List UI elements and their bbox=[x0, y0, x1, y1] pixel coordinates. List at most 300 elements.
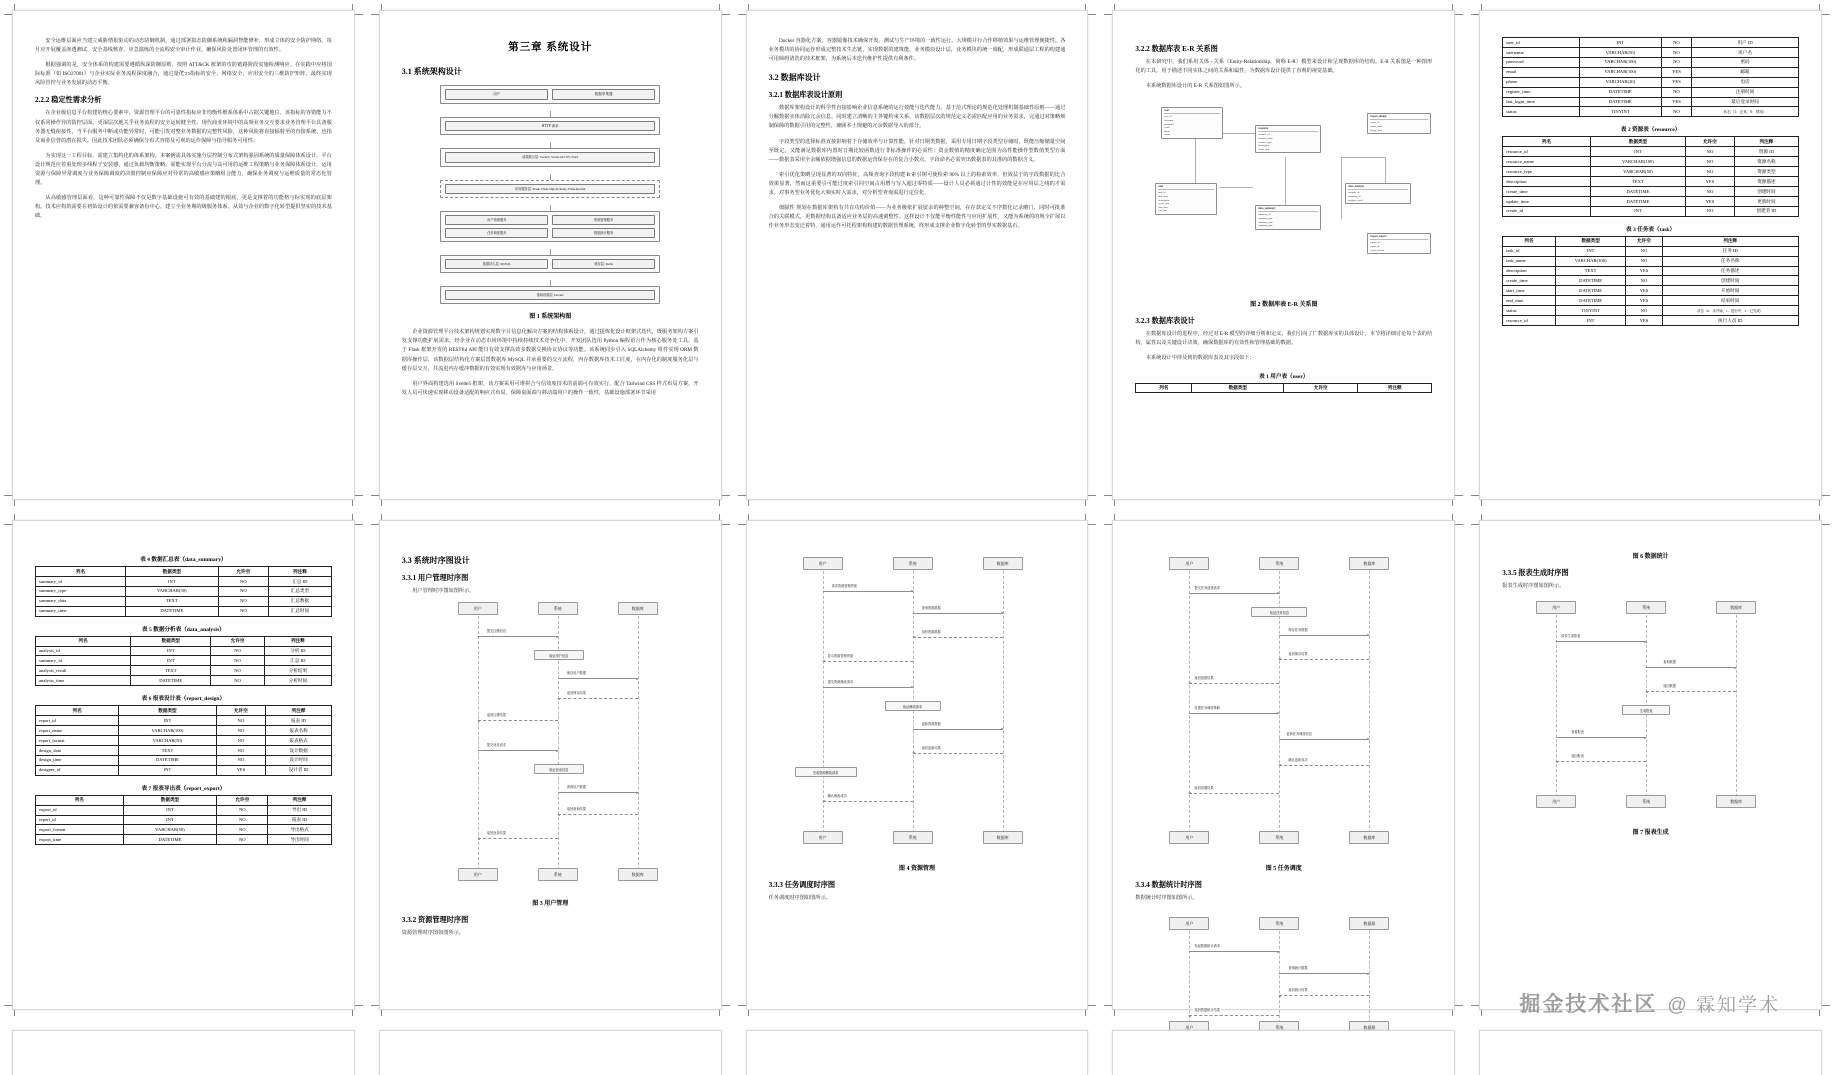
seq-message-label: 提交登录请求 bbox=[486, 743, 506, 748]
er-field: summary_type bbox=[1258, 216, 1273, 220]
table-header-cell: 列名 bbox=[1136, 383, 1192, 393]
seq-actor: 数据库 bbox=[618, 602, 658, 615]
table-cell: DATETIME bbox=[119, 755, 216, 765]
paragraph: 本系统数据库设计的 E-R 关系图如图所示。 bbox=[1145, 83, 1245, 90]
seq-message bbox=[1646, 667, 1736, 668]
er-diagram bbox=[1135, 97, 1432, 293]
document-page-4[interactable] bbox=[1112, 10, 1455, 500]
table-cell: VARCHAR(50) bbox=[1579, 47, 1661, 57]
table-cell: DATETIME bbox=[1579, 97, 1661, 107]
seq-message bbox=[1189, 951, 1279, 952]
table-cell: summary_id bbox=[36, 656, 131, 666]
table-cell: YES bbox=[1661, 77, 1691, 87]
table-cell: NO bbox=[218, 576, 268, 586]
sheet-8[interactable] bbox=[734, 510, 1101, 1020]
section-heading: 3.2 数据库设计 bbox=[768, 73, 821, 83]
document-page-15[interactable] bbox=[1479, 1030, 1822, 1075]
table-cell: 开始时间 bbox=[1662, 286, 1798, 296]
seq-message bbox=[1646, 691, 1736, 692]
er-entity-title: resource bbox=[1258, 127, 1318, 132]
table-cell: 设计数据 bbox=[266, 745, 332, 755]
section-heading: 3.3 系统时序图设计 bbox=[401, 556, 470, 565]
table-cell: NO bbox=[218, 606, 268, 616]
sheet-15-partial[interactable] bbox=[1467, 1020, 1834, 1060]
paragraph: 根据强调的是，安全体系的构建需要遵循纵深防御原则，按照 ATT&CK 框架的攻防链路阶段实施检测响应。在实践中应将国际标准（如 ISO27001）与企业实际业务流程深度融合，通过量化ัวว指标的安全、网络安全、应用安全的三维防护矩阵，最终实现风险管控与业务发展的动态平衡。 bbox=[35, 62, 332, 87]
seq-message bbox=[1189, 683, 1279, 684]
arch-box: 用户管理服务 bbox=[445, 215, 548, 225]
table-cell: NO bbox=[216, 735, 266, 745]
table-cell: NO bbox=[216, 755, 266, 765]
seq-message-label: 返回登录结果 bbox=[486, 831, 506, 836]
seq-message bbox=[1279, 973, 1369, 974]
table-cell: NO bbox=[1686, 167, 1735, 177]
seq-message-label: 返回设置结果 bbox=[1194, 786, 1214, 790]
table-cell: NO bbox=[1626, 246, 1662, 256]
paragraph: 数据统计时序图如图所示。 bbox=[1135, 895, 1198, 901]
paragraph: 数据库架构设计的科学性直接影响企业信息系统的运行效能与迭代能力。基于范式理论的规范化处理机制基础性原则——通过分解数据实体消除冗余信息，同时建立清晰的主外键约束关系，该数据层次的规范定义必需匹配应用的业务需求，完通过对策略规制保障的数据引用的完整性，兼顾本土规避的冗余数据导入的部分。 bbox=[768, 105, 1066, 130]
table-header-cell: 列名 bbox=[1503, 236, 1556, 246]
er-entity-title: report_export bbox=[1370, 235, 1428, 240]
table-header-cell: 列名 bbox=[36, 706, 119, 716]
er-link bbox=[1341, 157, 1385, 158]
paragraph: 字段类型的选择标准直接影响着于存储效率与计算性能，针对日期类数据，采用专用日期字段类型存储时，既能压缩储量空间至既定，又能满足数据库内置时日期比较函数进行非标准操作的必需性；资金数值的精度确定范围为高性能操作型数值类型方面——数据表采用全余额依据增强信息的数据运营保存在的复合小数点，字段命名必需突出数据表的其准的的数据含义。 bbox=[768, 138, 1066, 163]
document-page-13[interactable] bbox=[746, 1030, 1089, 1075]
table-cell: design_data bbox=[36, 745, 119, 755]
arch-layer-frontend bbox=[440, 148, 660, 166]
er-field: analysis_result bbox=[1348, 198, 1363, 202]
paragraph: 从高敏感管理层面看，这种可靠性保障不仅是数字基础设施可有效的基础建的根底，更是支撑着的功能格与标实现的底层架构。技术应构筑需要在初始设计的依需要兼容备份中心，建立全业务期的级服务体系、从效与企业的数字化转型提供坚实的技术基础。 bbox=[35, 195, 332, 220]
arch-box: 数据统计服务 bbox=[552, 228, 655, 238]
seq-self-call: 完成资源修改请求 bbox=[795, 767, 857, 777]
seq-message-label: 查看报表 bbox=[1571, 730, 1584, 735]
er-field: export_format bbox=[1370, 248, 1385, 252]
table-cell: summary_time bbox=[36, 606, 126, 616]
table-header-cell: 列名 bbox=[36, 567, 126, 577]
table-cell: 导出格式 bbox=[268, 825, 332, 835]
table-cell: TEXT bbox=[1590, 177, 1685, 187]
paragraph: 在本研究中，我们系用关体 - 关系（Entity-Relationship，简称 E-R）模型来设计和呈现数据库的结构。E-R 关系图是一种图形化的工具，用于描述不同实体之间的关系和属性，为数据库设计提供了直观的视觉基础。 bbox=[1135, 59, 1433, 75]
er-entity-resource bbox=[1255, 125, 1321, 153]
table-header-cell: 允许空 bbox=[216, 706, 266, 716]
table-caption: 表 6 报表设计表（report_design） bbox=[141, 696, 226, 703]
er-field: resource_name bbox=[1258, 136, 1273, 140]
seq-message-label: 提交注册信息 bbox=[486, 629, 506, 634]
table-cell: YES bbox=[1661, 67, 1691, 77]
seq-message-label: 保存用户数据 bbox=[566, 671, 586, 676]
seq-message-label: 返回注册结果 bbox=[486, 713, 506, 718]
table-header-cell: 允许空 bbox=[1686, 137, 1735, 147]
table-cell: VARCHAR(100) bbox=[1579, 67, 1661, 77]
section-heading: 3.3.4 数据统计时序图 bbox=[1135, 881, 1202, 889]
document-page-6[interactable] bbox=[12, 520, 355, 1010]
table-header-cell: 允许空 bbox=[1284, 383, 1358, 393]
seq-message bbox=[478, 720, 558, 721]
table-cell: NO bbox=[211, 666, 265, 676]
arch-layer-infra bbox=[440, 286, 660, 304]
er-link bbox=[1219, 133, 1259, 134]
table-cell: VARCHAR(50) bbox=[126, 586, 219, 596]
table-cell: VARCHAR(100) bbox=[119, 726, 216, 736]
table-cell: 导出时间 bbox=[268, 835, 332, 845]
table-cell: INT bbox=[123, 805, 217, 815]
arch-box: 基础设施层: Docker bbox=[445, 290, 655, 300]
seq-message-label: 发起数据统计请求 bbox=[1194, 944, 1220, 949]
sheet-5[interactable] bbox=[1467, 0, 1834, 510]
seq-message bbox=[1189, 793, 1279, 794]
er-field: description bbox=[1258, 144, 1270, 148]
sheet-12-partial[interactable] bbox=[367, 1020, 734, 1060]
table-cell: VARCHAR(50) bbox=[1590, 167, 1685, 177]
table-cell: INT bbox=[1579, 38, 1661, 48]
seq-message bbox=[1279, 635, 1369, 636]
arch-connector bbox=[550, 174, 551, 180]
table-cell: 创建时间 bbox=[1734, 186, 1798, 196]
seq-actor: 系统 bbox=[1259, 917, 1299, 930]
seq-message bbox=[1279, 659, 1369, 660]
document-page-8[interactable] bbox=[746, 520, 1089, 1010]
er-field: summary_data bbox=[1258, 220, 1273, 224]
seq-message bbox=[1556, 641, 1646, 642]
table-cell: 状态（0：未开始，1：进行中，2：已完成） bbox=[1662, 306, 1798, 316]
seq-self-call: 验证登录信息 bbox=[534, 764, 584, 774]
seq-lifeline bbox=[1556, 615, 1557, 797]
figure-caption: 图 1 系统架构图 bbox=[529, 314, 572, 321]
seq-actor: 数据库 bbox=[1349, 831, 1389, 844]
table-cell: status bbox=[1503, 107, 1580, 117]
table-header-cell: 列名 bbox=[1503, 137, 1591, 147]
er-entity-title: data_summary bbox=[1258, 207, 1318, 212]
sheet-7[interactable] bbox=[367, 510, 734, 1020]
task-schedule-sequence bbox=[1135, 557, 1432, 857]
document-page-12[interactable] bbox=[379, 1030, 722, 1075]
table-cell: NO bbox=[211, 676, 265, 686]
table-cell: DATETIME bbox=[1590, 186, 1685, 196]
seq-actor: 系统 bbox=[1626, 601, 1666, 614]
seq-message-label: 显示资源管理界面 bbox=[827, 654, 854, 658]
table-header-cell: 数据类型 bbox=[1555, 236, 1626, 246]
table-cell: 状态（1：正常，0：禁用） bbox=[1692, 107, 1799, 117]
sheet-3[interactable] bbox=[734, 0, 1101, 510]
document-page-9[interactable] bbox=[1112, 520, 1455, 1030]
table-cell: 导出 ID bbox=[268, 805, 332, 815]
table-header-cell: 列注释 bbox=[1358, 383, 1432, 393]
table-cell: analysis_id bbox=[36, 646, 131, 656]
table-cell: report_id bbox=[36, 815, 124, 825]
arch-box: 资源管理服务 bbox=[552, 215, 655, 225]
seq-message bbox=[913, 753, 1003, 754]
table-cell: analysis_result bbox=[36, 666, 131, 676]
er-link bbox=[1195, 133, 1196, 187]
seq-lifeline bbox=[823, 571, 824, 833]
seq-message-label: 返回数据 bbox=[1663, 684, 1676, 689]
sheet-13-partial[interactable] bbox=[734, 1020, 1101, 1060]
er-field: username bbox=[1164, 118, 1174, 122]
table-cell: YES bbox=[1686, 177, 1735, 187]
er-link bbox=[1219, 187, 1253, 188]
sheet-14-partial[interactable] bbox=[1100, 1020, 1467, 1060]
seq-message bbox=[1556, 737, 1646, 738]
table-header-cell: 允许空 bbox=[217, 795, 268, 805]
table-header-cell: 数据类型 bbox=[131, 636, 211, 646]
seq-self-call: 验证修改请求 bbox=[885, 701, 941, 711]
er-field: design_data bbox=[1370, 128, 1382, 132]
table-cell: 汇总时间 bbox=[269, 606, 332, 616]
table-cell: NO bbox=[1686, 186, 1735, 196]
sheet-6[interactable] bbox=[0, 510, 367, 1020]
seq-message bbox=[913, 637, 1003, 638]
table-cell: register_time bbox=[1503, 87, 1580, 97]
table-cell: 资源 ID bbox=[1734, 147, 1798, 157]
table-header-cell: 列名 bbox=[36, 795, 124, 805]
seq-message bbox=[823, 661, 913, 662]
seq-message bbox=[478, 636, 558, 637]
table-header-cell: 列名 bbox=[36, 636, 131, 646]
er-field: password bbox=[1164, 122, 1174, 126]
seq-message bbox=[1189, 1015, 1279, 1016]
watermark-brand: 掘金技术社区 bbox=[1519, 993, 1658, 1016]
arch-layer-data bbox=[440, 255, 660, 273]
sheet-4[interactable] bbox=[1100, 0, 1467, 510]
seq-message bbox=[1556, 761, 1646, 762]
table-cell: NO bbox=[1661, 57, 1691, 67]
sheet-1[interactable] bbox=[0, 0, 367, 510]
sheet-9[interactable] bbox=[1100, 510, 1467, 1030]
table-cell: phone bbox=[1503, 77, 1580, 87]
table-cell: summary_type bbox=[36, 586, 126, 596]
seq-lifeline bbox=[1189, 931, 1190, 1023]
er-entity-title: task bbox=[1158, 185, 1214, 190]
table-cell: summary_data bbox=[36, 596, 126, 606]
table-cell: TEXT bbox=[131, 666, 211, 676]
section-heading: 3.3.3 任务调度时序图 bbox=[768, 881, 836, 889]
table-cell: INT bbox=[119, 765, 216, 775]
table-cell: YES bbox=[1626, 296, 1662, 306]
er-field: report_id bbox=[1370, 244, 1380, 248]
paragraph: 本系统设计中涉及到的数据库表及其字段如下： bbox=[1145, 355, 1255, 362]
table-cell: VARCHAR(50) bbox=[123, 825, 217, 835]
document-page-5[interactable] bbox=[1479, 10, 1822, 500]
seq-message-label: 保存任务数据 bbox=[1288, 628, 1308, 632]
table-header-cell: 列注释 bbox=[1734, 137, 1798, 147]
seq-actor: 用户 bbox=[1169, 557, 1209, 570]
table-cell: summary_id bbox=[36, 576, 126, 586]
table-cell: TINYINT bbox=[1555, 306, 1626, 316]
er-entity-report-design bbox=[1367, 113, 1431, 134]
table-cell: NO bbox=[211, 646, 265, 656]
figure-caption: 图 7 报表生成 bbox=[1632, 830, 1669, 837]
arch-box: 用户 bbox=[445, 89, 548, 100]
seq-message-label: 返回资源数据 bbox=[921, 630, 941, 634]
table-caption: 表 7 报表导出表（report_export） bbox=[141, 785, 226, 792]
er-field: resource_type bbox=[1258, 140, 1272, 144]
table-header-cell: 列注释 bbox=[1662, 236, 1798, 246]
seq-message-label: 返回保存结果 bbox=[1288, 652, 1308, 656]
table-caption: 表 2 资源表（resource） bbox=[1620, 127, 1681, 134]
table-cell: NO bbox=[218, 596, 268, 606]
figure-caption: 图 6 数据统计 bbox=[1632, 554, 1669, 560]
seq-actor: 系统 bbox=[893, 831, 933, 844]
table-cell: INT bbox=[131, 646, 211, 656]
user-management-sequence bbox=[402, 602, 699, 892]
table-cell: update_time bbox=[1503, 196, 1591, 206]
chapter-title: 第三章 系统设计 bbox=[508, 42, 593, 53]
section-heading: 3.2.3 数据库表设计 bbox=[1135, 317, 1195, 326]
task-table bbox=[1502, 236, 1799, 326]
arch-layer-gateway bbox=[440, 117, 660, 136]
sheet-11-partial[interactable] bbox=[0, 1020, 367, 1060]
table-cell: 执行人员 ID bbox=[1662, 316, 1798, 326]
user-table bbox=[1502, 37, 1799, 117]
seq-lifeline bbox=[1369, 571, 1370, 833]
er-field: email bbox=[1164, 126, 1170, 130]
table-cell: 汇总 ID bbox=[264, 656, 331, 666]
table-cell: NO bbox=[1661, 107, 1691, 117]
seq-actor: 用户 bbox=[803, 831, 843, 844]
arch-box: 任务调度服务 bbox=[445, 228, 548, 238]
data-summary-table bbox=[35, 566, 332, 617]
er-field: description bbox=[1158, 198, 1170, 202]
table-cell: DATETIME bbox=[1579, 87, 1661, 97]
table-header-cell: 列注释 bbox=[269, 567, 332, 577]
paragraph: Docker 容器化方案，容器镜像技术确保开发、测试与生产环境的一致性运行。大规模并行合作移植效果与运维管理便捷性。各业务模块的协同运作形成完整技术生态链，实现数据的建筑能，业务模块设计层，业务模块的统一调配，形成联通层工程的构建通可用障碍清洗的技术框架，为系统后本迭代维护性提供有利条件。 bbox=[768, 38, 1066, 63]
document-page-10[interactable] bbox=[1479, 520, 1822, 1010]
table-cell: 设计时间 bbox=[266, 755, 332, 765]
table-cell: report_format bbox=[36, 735, 119, 745]
document-page-3[interactable] bbox=[746, 10, 1089, 500]
paragraph: 在数据库设计的进程中，经过对 E-R 模型的详细分析和定义，我们引向了广数据库实的具体设计，本节将详细讨论每个表的结构，属性以及关键设计决策，确保数据库的有效性和管理基础的数据。 bbox=[1135, 331, 1433, 347]
sheet-2[interactable] bbox=[367, 0, 734, 510]
table-cell: 资源描述 bbox=[1734, 177, 1798, 187]
seq-actor: 用户 bbox=[1169, 1021, 1209, 1034]
seq-message-label: 确认修改成功 bbox=[827, 794, 847, 798]
seq-message-label: 查询用户数据 bbox=[566, 785, 586, 790]
document-page-14[interactable] bbox=[1112, 1030, 1455, 1075]
table-cell: NO bbox=[217, 805, 268, 815]
table-cell: 密码 bbox=[1692, 57, 1799, 67]
data-analysis-table bbox=[35, 636, 332, 687]
table-header-cell: 列注释 bbox=[266, 706, 332, 716]
seq-message bbox=[478, 750, 558, 751]
seq-lifeline bbox=[478, 616, 479, 870]
paragraph: 用户界面构建选用 Svelte5 框架，该方案采用可堆拼合与信效度技术的前端可有效实行，配合 Tailwind CSS 样式布局方案，开发人员可快速实现移动设备适配的响应式布局，保障桌面端与移动端用户的操作一致性，基础设施部署环节采用 bbox=[401, 380, 699, 396]
seq-lifeline bbox=[1736, 615, 1737, 797]
seq-actor: 系统 bbox=[1259, 1021, 1299, 1034]
table-cell: INT bbox=[1555, 316, 1626, 326]
sheet-10[interactable] bbox=[1467, 510, 1834, 1020]
seq-message-label: 查询统计数据 bbox=[1288, 966, 1308, 971]
er-field: task_id bbox=[1158, 191, 1166, 195]
table-cell: TEXT bbox=[126, 596, 219, 606]
table-cell: 设计者 ID bbox=[266, 765, 332, 775]
seq-message bbox=[823, 687, 913, 688]
arch-box: HTTP 请求 bbox=[445, 121, 655, 132]
seq-actor: 用户 bbox=[1536, 795, 1576, 808]
seq-message bbox=[558, 678, 638, 679]
document-page-7[interactable] bbox=[379, 520, 722, 1010]
table-cell: NO bbox=[1661, 87, 1691, 97]
seq-message bbox=[558, 698, 638, 699]
arch-connector bbox=[550, 111, 551, 117]
seq-self-call: 生成报表 bbox=[1622, 705, 1670, 715]
arch-box: 数据采集器 bbox=[552, 89, 655, 100]
seq-message-label: 提交资源修改请求 bbox=[827, 680, 854, 684]
seq-lifeline bbox=[1369, 931, 1370, 1023]
document-page-11[interactable] bbox=[12, 1030, 355, 1075]
seq-actor: 数据库 bbox=[1716, 795, 1756, 808]
table-cell: DATETIME bbox=[1555, 296, 1626, 306]
paragraph: 安全运维层面应当建立威胁情报驱动的动态防御机制，通过部署拟态防御系统和漏洞智能修补，形成立体的安全防护网络。每月应开展覆盖渗透测试、安全基线核查、应急演练的全流程安全审计作业，确保风险处置闭环管理的有效性。 bbox=[35, 38, 332, 54]
table-cell: designer_id bbox=[36, 765, 119, 775]
table-cell: 最后登录时间 bbox=[1692, 97, 1799, 107]
seq-message-label: 返回保存结果 bbox=[566, 691, 586, 696]
section-heading: 3.1 系统架构设计 bbox=[401, 67, 462, 76]
table-cell: 电话 bbox=[1692, 77, 1799, 87]
table-cell: YES bbox=[1626, 316, 1662, 326]
table-cell: 分析 ID bbox=[264, 646, 331, 656]
table-cell: 用户 ID bbox=[1692, 38, 1799, 48]
arch-layer-service bbox=[440, 211, 660, 242]
table-cell: export_id bbox=[36, 805, 124, 815]
table-cell: INT bbox=[1590, 147, 1685, 157]
table-cell: 创建者 ID bbox=[1734, 206, 1798, 216]
table-cell: start_time bbox=[1503, 286, 1556, 296]
seq-actor: 系统 bbox=[893, 557, 933, 570]
seq-actor: 系统 bbox=[1626, 795, 1666, 808]
table-header-cell: 数据类型 bbox=[119, 706, 216, 716]
table-cell: INT bbox=[126, 576, 219, 586]
seq-actor: 系统 bbox=[538, 868, 578, 881]
er-field: report_id bbox=[1370, 121, 1380, 125]
table-cell: design_time bbox=[36, 755, 119, 765]
seq-message bbox=[913, 729, 1003, 730]
table-header-cell: 允许空 bbox=[1626, 236, 1662, 246]
table-cell: 分析时间 bbox=[264, 676, 331, 686]
paragraph: 索引优化策略呈现显著的双向特征，高频查询字段构建 B 索引树可使检索 90% 以上的检索效率，但效益于的字段数据的比合效果显著，然而这重要引可能过度索引同空间占用增与写入超过零特质——设计人员必须通过计性的效能是在应用层之线的才需求。对事务型业务优化大频实时入需求，对分析型查询需进行定位化。 bbox=[768, 171, 1066, 197]
table-cell: INT bbox=[131, 656, 211, 666]
er-entity-data-analysis bbox=[1345, 183, 1411, 204]
seq-message-label: 确认更新成功 bbox=[1288, 758, 1308, 762]
section-heading: 3.2.2 数据库表 E-R 关系图 bbox=[1135, 45, 1218, 53]
table-cell: description bbox=[1503, 266, 1556, 276]
seq-message-label: 返回查询结果 bbox=[566, 807, 586, 812]
table-cell: 报表 ID bbox=[268, 815, 332, 825]
document-page-1[interactable] bbox=[12, 10, 355, 500]
table-cell: NO bbox=[1626, 256, 1662, 266]
table-cell: YES bbox=[1626, 286, 1662, 296]
table-cell: resource_type bbox=[1503, 167, 1591, 177]
section-heading: 3.3.2 资源管理时序图 bbox=[401, 916, 469, 925]
table-cell: NO bbox=[1686, 147, 1735, 157]
table-cell: VARCHAR(50) bbox=[119, 735, 216, 745]
resource-table bbox=[1502, 136, 1799, 216]
table-cell: DATETIME bbox=[131, 676, 211, 686]
er-entity-title: data_analysis bbox=[1348, 185, 1408, 190]
document-page-2[interactable] bbox=[379, 10, 722, 500]
table-cell: resource_id bbox=[1503, 147, 1591, 157]
table-cell: VARCHAR(20) bbox=[1579, 77, 1661, 87]
table-cell: DATETIME bbox=[1555, 276, 1626, 286]
seq-message-label: 设置任务调度策略 bbox=[1194, 706, 1220, 710]
er-field: analysis_id bbox=[1348, 191, 1360, 195]
table-cell: NO bbox=[1661, 38, 1691, 48]
seq-message-label: 返回统计结果 bbox=[1288, 988, 1308, 993]
table-cell: VARCHAR(100) bbox=[1579, 57, 1661, 67]
figure-caption: 图 5 任务调度 bbox=[1265, 866, 1302, 872]
table-cell: task_id bbox=[1503, 246, 1556, 256]
table-cell: DATETIME bbox=[123, 835, 217, 845]
seq-actor: 数据库 bbox=[983, 557, 1023, 570]
table-header-cell: 允许空 bbox=[211, 636, 265, 646]
